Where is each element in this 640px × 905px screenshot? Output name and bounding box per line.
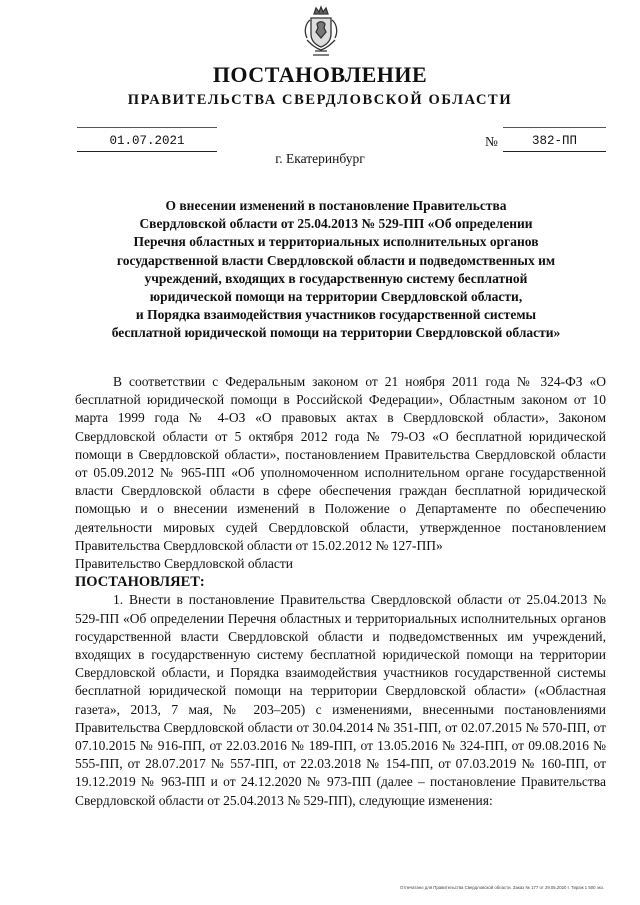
document-date: 01.07.2021 <box>77 134 217 152</box>
document-city: г. Екатеринбург <box>275 151 365 166</box>
document-subtitle: ПРАВИТЕЛЬСТВА СВЕРДЛОВСКОЙ ОБЛАСТИ <box>127 92 513 108</box>
header-rule-right <box>503 127 606 128</box>
print-footer: Отпечатано для Правительства Свердловской области. Заказ № 177 от 29.05.2020 г. Тираж 1 500 экз. <box>400 885 604 890</box>
heading-line: бесплатной юридической помощи на территории Свердловской области» <box>111 325 561 341</box>
document-body <box>75 373 606 810</box>
heading-line: и Порядка взаимодействия участников государственной системы <box>135 307 537 323</box>
document-title: ПОСТАНОВЛЕНИЕ <box>212 62 428 87</box>
heading-line: государственной власти Свердловской области и подведомственных им <box>116 252 556 268</box>
resolves-heading: ПОСТАНОВЛЯЕТ: <box>75 574 205 591</box>
header-rule-left <box>77 127 217 128</box>
heading-line: О внесении изменений в постановление Правительства <box>165 198 507 213</box>
preamble-tail: Правительство Свердловской области <box>75 556 294 572</box>
item-1-paragraph: 1. Внести в постановление Правительства Свердловской области от 25.04.2013 № 529-ПП «Об определении Перечня областных и территориальных исполнительных органов государственной власти Свердловской области и подведомственных им учреждений, входящих в государственную систему бесплатной юридической помощи на территории Свердловской области, и Порядка взаимодействия участников государственной системы бесплатной юридической помощи на территории Свердловской области» («Областная газета», 2013, 7 мая, № 203–205) с изменениями, внесенными постановлениями Правительства Свердловской области от 30.04.2014 № 351-ПП, от 02.07.2015 № 570-ПП, от 07.10.2015 № 916-ПП, от 22.03.2016 № 189-ПП, от 13.05.2016 № 324-ПП, от 09.08.2016 № 555-ПП, от 28.07.2017 № 557-ПП, от 22.03.2018 № 154-ПП, от 07.03.2019 № 160-ПП, от 19.12.2019 № 963-ПП и от 24.12.2020 № 973-ПП (далее – постановление Правительства Свердловской области от 25.04.2013 № 529-ПП), следующие изменения: <box>75 592 606 808</box>
document-heading <box>86 197 586 343</box>
document-number: 382-ПП <box>503 134 606 152</box>
number-sign: № <box>485 134 498 149</box>
heading-line: Свердловской области от 25.04.2013 № 529-ПП «Об определении <box>139 216 533 232</box>
coat-of-arms-icon <box>301 4 341 60</box>
heading-line: юридической помощи на территории Свердловской области, <box>149 289 523 305</box>
heading-line: Перечня областных и территориальных исполнительных органов <box>133 234 539 250</box>
heading-line: учреждений, входящих в государственную систему бесплатной <box>144 270 528 286</box>
preamble-paragraph: В соответствии с Федеральным законом от 21 ноября 2011 года № 324-ФЗ «О бесплатной юридической помощи в Российской Федерации», Областным законом от 10 марта 1999 года № 4-ОЗ «О правовых актах в Свердловской области», Законом Свердловской области от 5 октября 2012 года № 79-ОЗ «О бесплатной юридической помощи в Свердловской области», постановлением Правительства Свердловской области от 05.09.2012 № 965-ПП «Об уполномоченном исполнительном органе государственной власти Свердловской области в сфере обеспечения граждан бесплатной юридической помощью и о внесении изменений в Положение о Департаменте по обеспечению деятельности мировых судей Свердловской области, утвержденное постановлением Правительства Свердловской области от 15.02.2012 № 127-ПП» <box>75 374 606 553</box>
